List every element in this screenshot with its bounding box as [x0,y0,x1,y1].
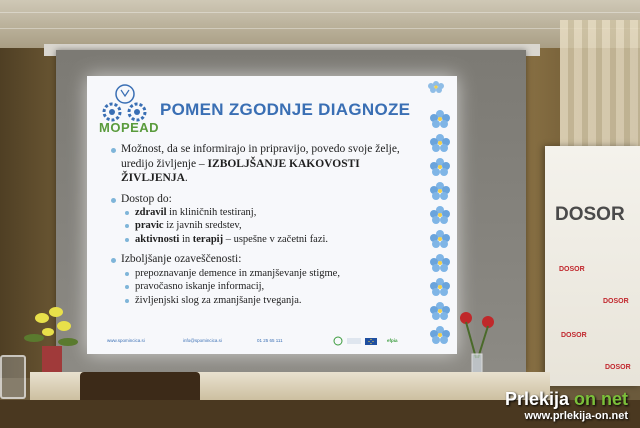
sub-bullet-icon [125,224,129,228]
banner-brand: DOSOR [561,332,587,339]
footer-email: info@spomincica.si [183,338,222,343]
list-item: aktivnosti in terapij – uspešne v začetni fazi. [125,233,429,246]
bullet-label: Izboljšanje ozaveščenosti: [121,253,242,266]
bullet-access [111,192,429,207]
watermark-title [505,389,628,410]
sub-bullet-icon [125,299,129,303]
sub-bullet-icon [125,272,129,276]
bullet-dot-icon [111,258,116,263]
sub-bullet-icon [125,211,129,215]
bullet-dot-icon [111,198,116,203]
bullet-bold-text: IZBOLJŠANJE KAKOVOSTI ŽIVLJENJA [121,157,360,184]
bullet-quality-of-life [111,142,429,186]
list-item: zdravil in kliničnih testiranj, [125,206,429,219]
list-item: pravic iz javnih sredstev, [125,219,429,232]
watermark-on: on net [574,389,628,409]
site-watermark [505,389,628,422]
water-glass [0,355,26,399]
access-sublist [125,206,429,246]
bullet-awareness [111,252,429,267]
list-item: življenjski slog za zmanjšanje tveganja. [125,294,429,307]
presentation-slide [87,76,457,354]
list-item: pravočasno iskanje informacij, [125,280,429,293]
footer-phone: 01 25 65 111 [257,338,283,343]
banner-title: DOSOR [555,204,625,225]
efpia-logo-text: efpia [387,338,398,343]
awareness-sublist [125,267,429,307]
sub-bullet-icon [125,285,129,289]
bullet-dot-icon [111,148,116,153]
banner-brand: DOSOR [603,298,629,305]
banner-brand: DOSOR [605,364,631,371]
sub-bullet-icon [125,238,129,242]
logo-text: MOPEAD [99,120,160,135]
bullet-text-end: . [184,172,188,184]
slide-footer [107,336,447,346]
ceiling [0,0,640,48]
forget-me-not-logo-icon [421,78,451,100]
flower-plant-icon [22,296,82,376]
rose-vase-icon [448,308,508,378]
bullet-text: Možnost, da se informirajo in pripravijo, povedo svoje želje, uredijo življenje – [121,143,400,170]
banner-brand: DOSOR [559,266,585,273]
list-item: prepoznavanje demence in zmanjševanje stigme, [125,267,429,280]
watermark-main: Prlekija [504,389,569,409]
slide-title: POMEN ZGODNJE DIAGNOZE [160,100,411,119]
slide-body [111,142,429,307]
watermark-url: www.prlekija-on.net [524,410,628,422]
bullet-label: Dostop do: [121,192,172,205]
footer-website: www.spomincica.si [107,338,145,343]
dosor-banner [545,146,640,386]
